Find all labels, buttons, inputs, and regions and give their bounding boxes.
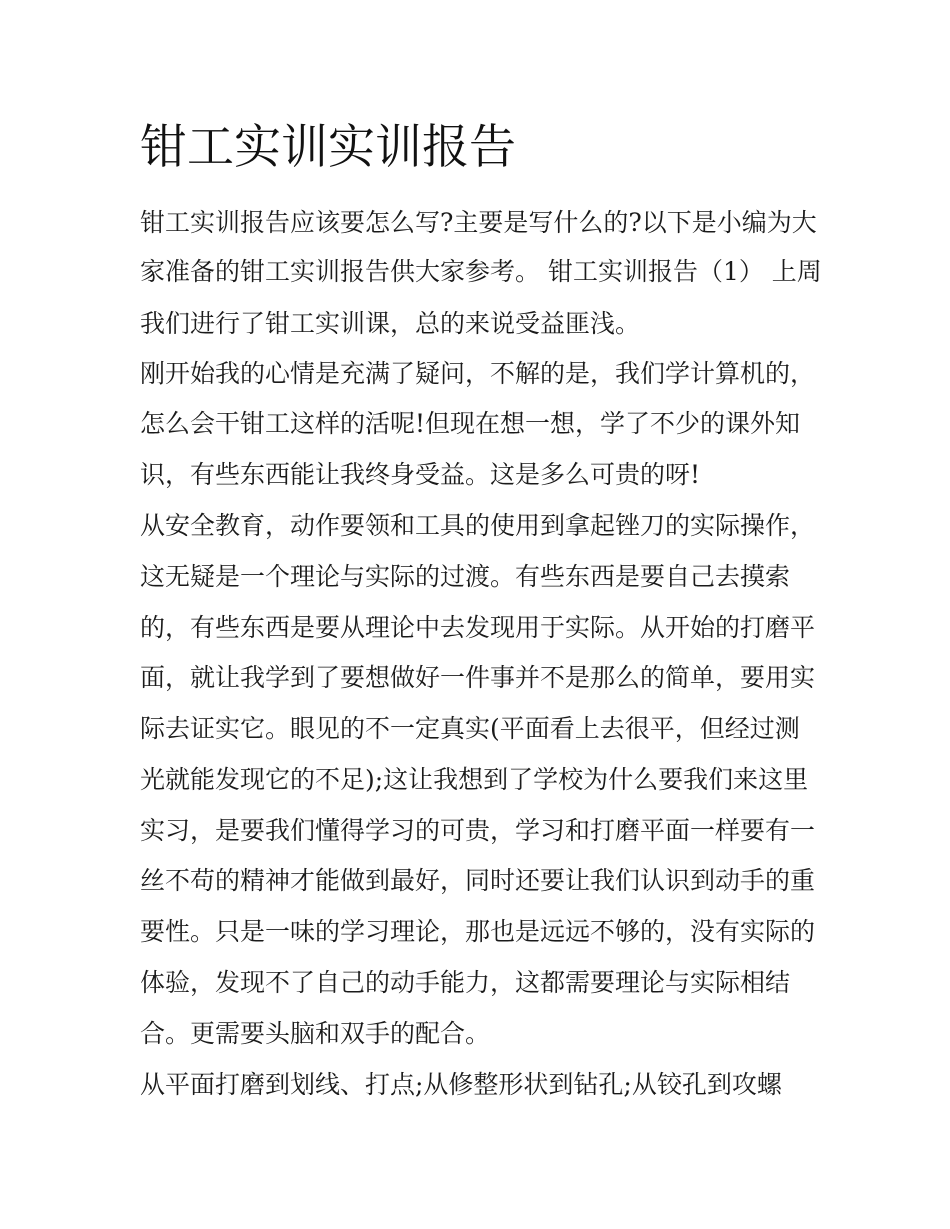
text-line: 体验，发现不了自己的动手能力，这都需要理论与实际相结 <box>140 968 791 997</box>
text-line: 识，有些东西能让我终身受益。这是多么可贵的呀! <box>140 460 701 489</box>
text-line: 光就能发现它的不足);这让我想到了学校为什么要我们来这里 <box>140 765 809 794</box>
text-line: 家准备的钳工实训报告供大家参考。 钳工实训报告（1） 上周 <box>140 257 822 286</box>
text-line: 面，就让我学到了要想做好一件事并不是那么的简单，要用实 <box>140 663 816 692</box>
text-line: 际去证实它。眼见的不一定真实(平面看上去很平，但经过测 <box>140 714 800 743</box>
text-line: 实习，是要我们懂得学习的可贵，学习和打磨平面一样要有一 <box>140 816 816 845</box>
text-line: 这无疑是一个理论与实际的过渡。有些东西是要自己去摸索 <box>140 562 791 591</box>
text-line: 我们进行了钳工实训课，总的来说受益匪浅。 <box>140 309 641 338</box>
text-line: 刚开始我的心情是充满了疑问，不解的是，我们学计算机的， <box>140 359 816 388</box>
text-line: 丝不苟的精神才能做到最好，同时还要让我们认识到动手的重 <box>140 866 816 895</box>
text-line: 从平面打磨到划线、打点;从修整形状到钻孔;从铰孔到攻螺 <box>140 1070 782 1099</box>
text-line: 从安全教育，动作要领和工具的使用到拿起锉刀的实际操作， <box>140 511 816 540</box>
text-line: 怎么会干钳工这样的活呢!但现在想一想，学了不少的课外知 <box>140 409 801 438</box>
text-line: 合。更需要头脑和双手的配合。 <box>140 1019 491 1048</box>
document-title: 钳工实训实训报告 <box>140 120 516 175</box>
text-line: 的，有些东西是要从理论中去发现用于实际。从开始的打磨平 <box>140 613 816 642</box>
text-line: 钳工实训报告应该要怎么写?主要是写什么的?以下是小编为大 <box>140 208 817 237</box>
text-line: 要性。只是一味的学习理论，那也是远远不够的，没有实际的 <box>140 917 816 946</box>
